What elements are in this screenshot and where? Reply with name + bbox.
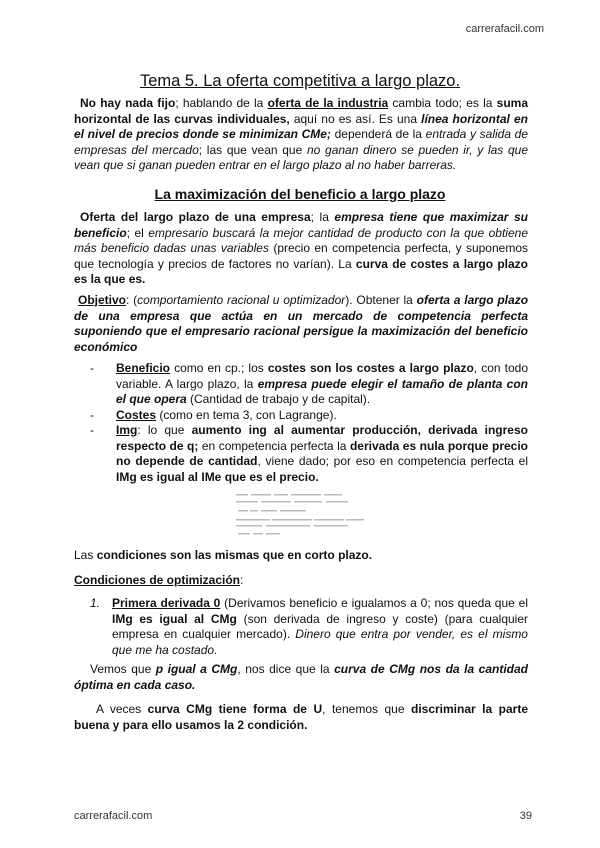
veces-d: discriminar la parte buena y para ello usamos la 2 condición. (74, 702, 529, 732)
veces-a: A veces (96, 702, 148, 716)
img-d: en competencia perfecta la (198, 438, 350, 453)
costes-b: (como en tema 3, con Lagrange). (156, 407, 337, 422)
formula-image (236, 492, 368, 538)
primera-b: (Derivamos beneficio e igualamos a 0; nos queda que el (220, 596, 528, 610)
page-number: 39 (519, 810, 532, 822)
oferta-a: Oferta del largo plazo de una empresa (80, 210, 311, 224)
img-e: derivada es nula porque precio no depende de cantidad (116, 438, 528, 468)
objetivo-paragraph (74, 293, 528, 355)
optimization-list (90, 596, 528, 658)
intro-i: entrada y salida de empresas del mercado (74, 127, 528, 157)
vemos-paragraph (74, 662, 528, 693)
objetivo-c: comportamiento racional u optimizador (137, 293, 346, 307)
intro-a: No hay nada fijo (80, 96, 176, 110)
condiciones-b: condiciones son las mismas que en corto plazo. (96, 548, 373, 562)
beneficio-f: (Cantidad de trabajo y de capital). (186, 392, 371, 406)
beneficio-b: como en cp.; los (170, 361, 268, 375)
primera-e: Dinero que entra por vender, es el mismo que me ha costado. (112, 627, 528, 657)
intro-j: ; las que vean que (198, 142, 307, 157)
intro-paragraph (74, 96, 528, 174)
optimizacion-heading (74, 573, 528, 589)
objetivo-d: ). Obtener la (345, 293, 417, 307)
intro-g: línea horizontal en el nivel de precios donde se minimizan CMe; (74, 111, 528, 141)
intro-c: oferta de la industria (267, 96, 389, 110)
img-a: Img (116, 423, 138, 437)
primera-a: Primera derivada 0 (112, 596, 221, 610)
img-b: : lo que (137, 423, 192, 437)
veces-c: , tenemos que (322, 702, 411, 716)
concept-list (90, 361, 528, 485)
page-title: Tema 5. La oferta competitiva a largo plazo. (139, 72, 461, 90)
condiciones-a: Las (74, 548, 97, 562)
intro-d: cambia todo; es la (388, 96, 497, 110)
primera-c: IMg es igual al CMg (112, 611, 237, 626)
list-item-costes (90, 408, 528, 424)
oferta-paragraph (74, 210, 528, 288)
costes-a: Costes (116, 407, 157, 422)
vemos-c: , nos dice que la (237, 662, 335, 676)
footer-site: carrerafacil.com (74, 810, 153, 822)
list-dash: - (90, 407, 94, 422)
list-dash: - (90, 423, 94, 437)
list-item-img (90, 423, 528, 485)
beneficio-e: empresa puede elegir el tamaño de planta con el que opera (116, 376, 528, 406)
oferta-e: empresario buscará la mejor cantidad de producto con la que obtiene más beneficio dadas unas variables (74, 225, 528, 255)
header-site: carrerafacil.com (465, 23, 544, 35)
vemos-b: p igual a CMg (155, 662, 238, 676)
objetivo-a: Objetivo (78, 293, 127, 307)
img-c: aumento ing al aumentar producción, derivada ingreso respecto de q; (116, 423, 528, 453)
primera-d: (son derivada de ingreso y coste) (para cualquier empresa en cualquier mercado). (112, 611, 528, 641)
intro-e: suma horizontal de las curvas individuales, (74, 96, 529, 126)
img-f: , viene dado; por eso en competencia perfecta el (257, 454, 528, 468)
oferta-d: ; el (126, 225, 149, 240)
optimizacion-label: Condiciones de optimización (74, 573, 241, 587)
condiciones-paragraph (74, 548, 528, 564)
beneficio-d: , con todo variable. A largo plazo, la (116, 361, 528, 391)
vemos-d: curva de CMg nos da la cantidad óptima en cada caso. (74, 662, 529, 692)
oferta-b: ; la (310, 210, 335, 224)
list-dash: - (90, 361, 94, 375)
section-subtitle: La maximización del beneficio a largo plazo (154, 186, 446, 202)
objetivo-b: : ( (126, 293, 138, 307)
objetivo-e: oferta a largo plazo de una empresa que actúa en un mercado de competencia perfecta suponiendo que el empresario racional persigue la maximización del beneficio económico (74, 293, 529, 354)
beneficio-c: costes son los costes a largo plazo (267, 361, 474, 375)
intro-f: aquí no es así. Es una (289, 111, 422, 126)
oferta-c: empresa tiene que maximizar su beneficio (74, 210, 529, 240)
optimizacion-colon: : (240, 573, 244, 587)
list-number: 1. (90, 596, 101, 610)
oferta-g: curva de costes a largo plazo es la que es. (74, 256, 528, 286)
intro-b: ; hablando de la (175, 96, 268, 110)
oferta-f: (precio en competencia perfecta, y suponemos que tecnología y precios de factores no varían). La (74, 241, 528, 271)
veces-b: curva CMg tiene forma de U (147, 702, 323, 716)
vemos-a: Vemos que (90, 662, 156, 676)
intro-k: no ganan dinero se pueden ir, y las que vean que si ganan pueden entrar en el largo plazo al no haber barreras. (74, 142, 528, 172)
veces-paragraph (74, 702, 528, 733)
beneficio-a: Beneficio (116, 361, 171, 375)
list-item-beneficio (90, 361, 528, 408)
img-g: IMg es igual al IMe que es el precio. (116, 469, 319, 484)
intro-h: dependerá de la (330, 127, 426, 141)
list-item-primera (90, 596, 528, 658)
